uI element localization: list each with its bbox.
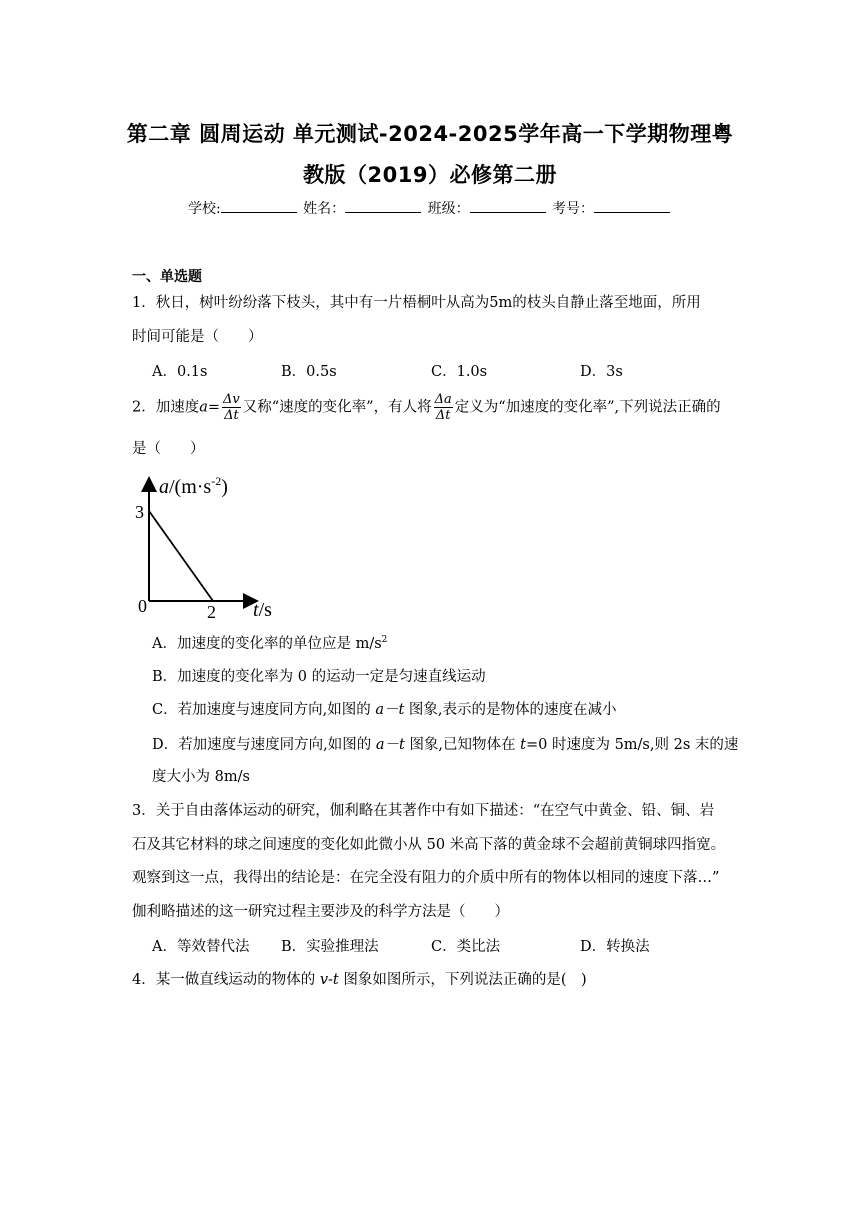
q2-prefix: 2．加速度 bbox=[132, 399, 200, 416]
q2-option-c-pre: C．若加速度与速度同方向,如图的 bbox=[152, 702, 371, 718]
q4-var: v-t bbox=[319, 972, 339, 988]
q3-stem-line-2: 石及其它材料的球之间速度的变化如此微小从 50 米高下落的黄金球不会超前黄铜球四指宽。 bbox=[132, 837, 726, 853]
section-heading: 一、单选题 bbox=[132, 269, 202, 285]
q2-option-a-superscript: 2 bbox=[381, 635, 388, 646]
q2-fraction-da-dt bbox=[434, 392, 453, 423]
name-label: 姓名： bbox=[303, 201, 346, 217]
q3-option-b: B．实验推理法 bbox=[281, 939, 379, 955]
q3-stem-line-4: 伽利略描述的这一研究过程主要涉及的科学方法是（ ） bbox=[132, 904, 509, 920]
q2-option-c bbox=[152, 698, 617, 719]
q2-graph-line bbox=[149, 511, 213, 601]
q2-middle: 又称“速度的变化率”，有人将 bbox=[242, 399, 432, 416]
q2-graph-y-label: $a/(m\cdot s^{-2})$ bbox=[159, 474, 228, 498]
q2-option-d-line-2: 度大小为 8m/s bbox=[152, 769, 250, 785]
q2-option-a bbox=[152, 632, 387, 653]
q4-stem-line-1 bbox=[132, 968, 587, 989]
q2-graph-y-tick-3: 3 bbox=[135, 502, 144, 522]
q1-option-a: A．0.1s bbox=[152, 364, 208, 380]
name-blank bbox=[345, 199, 421, 213]
q2-option-d-post: =0 时速度为 5m/s,则 2s 末的速 bbox=[525, 737, 739, 753]
q2-option-a-text: A．加速度的变化率的单位应是 m/s bbox=[152, 636, 382, 652]
q2-fraction-dv-dt bbox=[222, 392, 241, 423]
school-blank bbox=[221, 199, 297, 213]
exam-number-blank bbox=[594, 199, 670, 213]
class-blank bbox=[470, 199, 546, 213]
q2-stem-line-1 bbox=[132, 392, 721, 423]
q2-option-c-var: a－t bbox=[375, 702, 405, 718]
q1-option-c: C．1.0s bbox=[431, 364, 488, 380]
q3-option-a: A．等效替代法 bbox=[152, 939, 250, 955]
q2-option-d-mid: 图象,已知物体在 bbox=[409, 737, 516, 753]
student-info-row bbox=[0, 198, 860, 218]
q2-frac1-numerator: Δv bbox=[223, 392, 240, 407]
q2-option-d bbox=[152, 733, 738, 754]
school-label: 学校: bbox=[187, 201, 221, 217]
q1-option-b: B．0.5s bbox=[281, 364, 337, 380]
q2-graph-x-label: t/s bbox=[253, 599, 272, 621]
exam-title-line-2: 教版（2019）必修第二册 bbox=[303, 163, 557, 187]
q2-frac2-denominator: Δt bbox=[435, 408, 451, 423]
q2-option-b: B．加速度的变化率为 0 的运动一定是匀速直线运动 bbox=[152, 669, 486, 685]
q2-graph-origin: 0 bbox=[138, 596, 147, 616]
q2-option-d-t: t bbox=[520, 737, 526, 753]
q3-stem-line-1: 3．关于自由落体运动的研究，伽利略在其著作中有如下描述：“在空气中黄金、铅、铜、岩 bbox=[132, 803, 715, 819]
q2-option-d-pre: D．若加速度与速度同方向,如图的 bbox=[152, 737, 372, 753]
exam-title-line-1: 第二章 圆周运动 单元测试-2024-2025学年高一下学期物理粤 bbox=[126, 122, 734, 146]
q2-frac2-numerator: Δa bbox=[434, 392, 452, 407]
q2-frac1-denominator: Δt bbox=[224, 408, 239, 423]
q3-option-c: C．类比法 bbox=[431, 939, 501, 955]
q2-at-graph bbox=[125, 468, 285, 624]
exam-number-label: 考号： bbox=[552, 201, 595, 217]
class-label: 班级： bbox=[427, 201, 470, 217]
q2-suffix: 定义为“加速度的变化率”,下列说法正确的 bbox=[454, 399, 721, 416]
q1-stem-line-2: 时间可能是（ ） bbox=[132, 329, 263, 345]
q4-post: 图象如图所示，下列说法正确的是( ) bbox=[343, 972, 587, 988]
q3-option-d: D．转换法 bbox=[580, 939, 650, 955]
q2-option-d-var: a－t bbox=[375, 737, 405, 753]
q2-graph-x-tick-2: 2 bbox=[207, 602, 216, 622]
q2-a-equals: a= bbox=[199, 399, 221, 416]
q2-stem-line-2: 是（ ） bbox=[132, 441, 205, 457]
q4-pre: 4．某一做直线运动的物体的 bbox=[132, 972, 316, 988]
q1-stem-line-1: 1．秋日，树叶纷纷落下枝头，其中有一片梧桐叶从高为5m的枝头自静止落至地面，所用 bbox=[132, 295, 701, 311]
q2-option-c-post: 图象,表示的是物体的速度在减小 bbox=[408, 702, 617, 718]
q1-option-d: D．3s bbox=[580, 364, 623, 380]
q3-stem-line-3: 观察到这一点，我得出的结论是：在完全没有阻力的介质中所有的物体以相同的速度下落…” bbox=[132, 870, 720, 886]
